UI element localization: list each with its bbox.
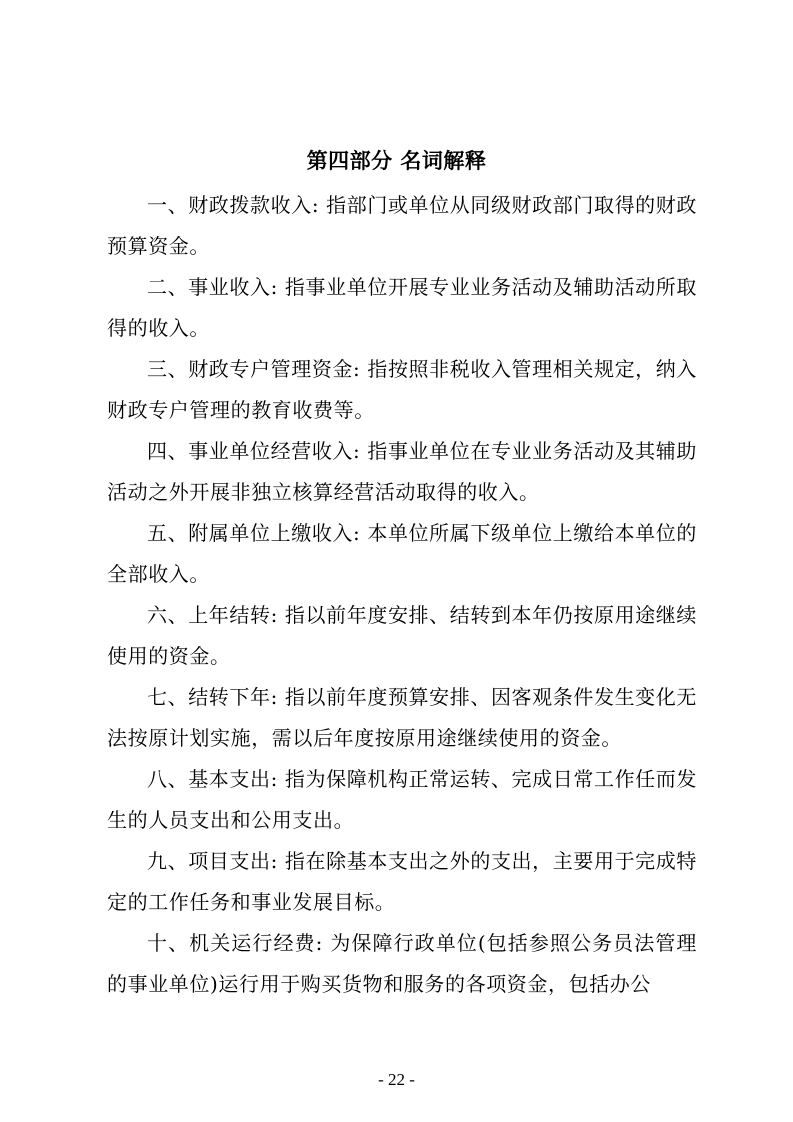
- paragraph-operating-expenses: 十、机关运行经费: 为保障行政单位(包括参照公务员法管理的事业单位)运行用于购买货物和服务的各项资金，包括办公: [107, 931, 697, 996]
- paragraph-project-expenditure: 九、项目支出: 指在除基本支出之外的支出，主要用于完成特定的工作任务和事业发展目标。: [107, 849, 697, 914]
- paragraph-business-income: 二、事业收入: 指事业单位开展专业业务活动及辅助活动所取得的收入。: [107, 275, 697, 340]
- paragraph-subsidiary-income: 五、附属单位上缴收入: 本单位所属下级单位上缴给本单位的全部收入。: [107, 521, 697, 586]
- paragraph-next-year-carryover: 七、结转下年: 指以前年度预算安排、因客观条件发生变化无法按原计划实施，需以后年度按原用途继续使用的资金。: [107, 685, 697, 750]
- paragraph-operating-income: 四、事业单位经营收入: 指事业单位在专业业务活动及其辅助活动之外开展非独立核算经营活动取得的收入。: [107, 439, 697, 504]
- paragraph-basic-expenditure: 八、基本支出: 指为保障机构正常运转、完成日常工作任而发生的人员支出和公用支出。: [107, 767, 697, 832]
- paragraph-fiscal-appropriation-income: 一、财政拨款收入: 指部门或单位从同级财政部门取得的财政预算资金。: [107, 193, 697, 258]
- body-text: [107, 185, 697, 1005]
- page-title: 第四部分 名词解释: [306, 149, 487, 173]
- paragraph-special-account-funds: 三、财政专户管理资金: 指按照非税收入管理相关规定，纳入财政专户管理的教育收费等。: [107, 357, 697, 422]
- page-number: - 22 -: [378, 1070, 415, 1089]
- paragraph-prior-year-carryover: 六、上年结转: 指以前年度安排、结转到本年仍按原用途继续使用的资金。: [107, 603, 697, 668]
